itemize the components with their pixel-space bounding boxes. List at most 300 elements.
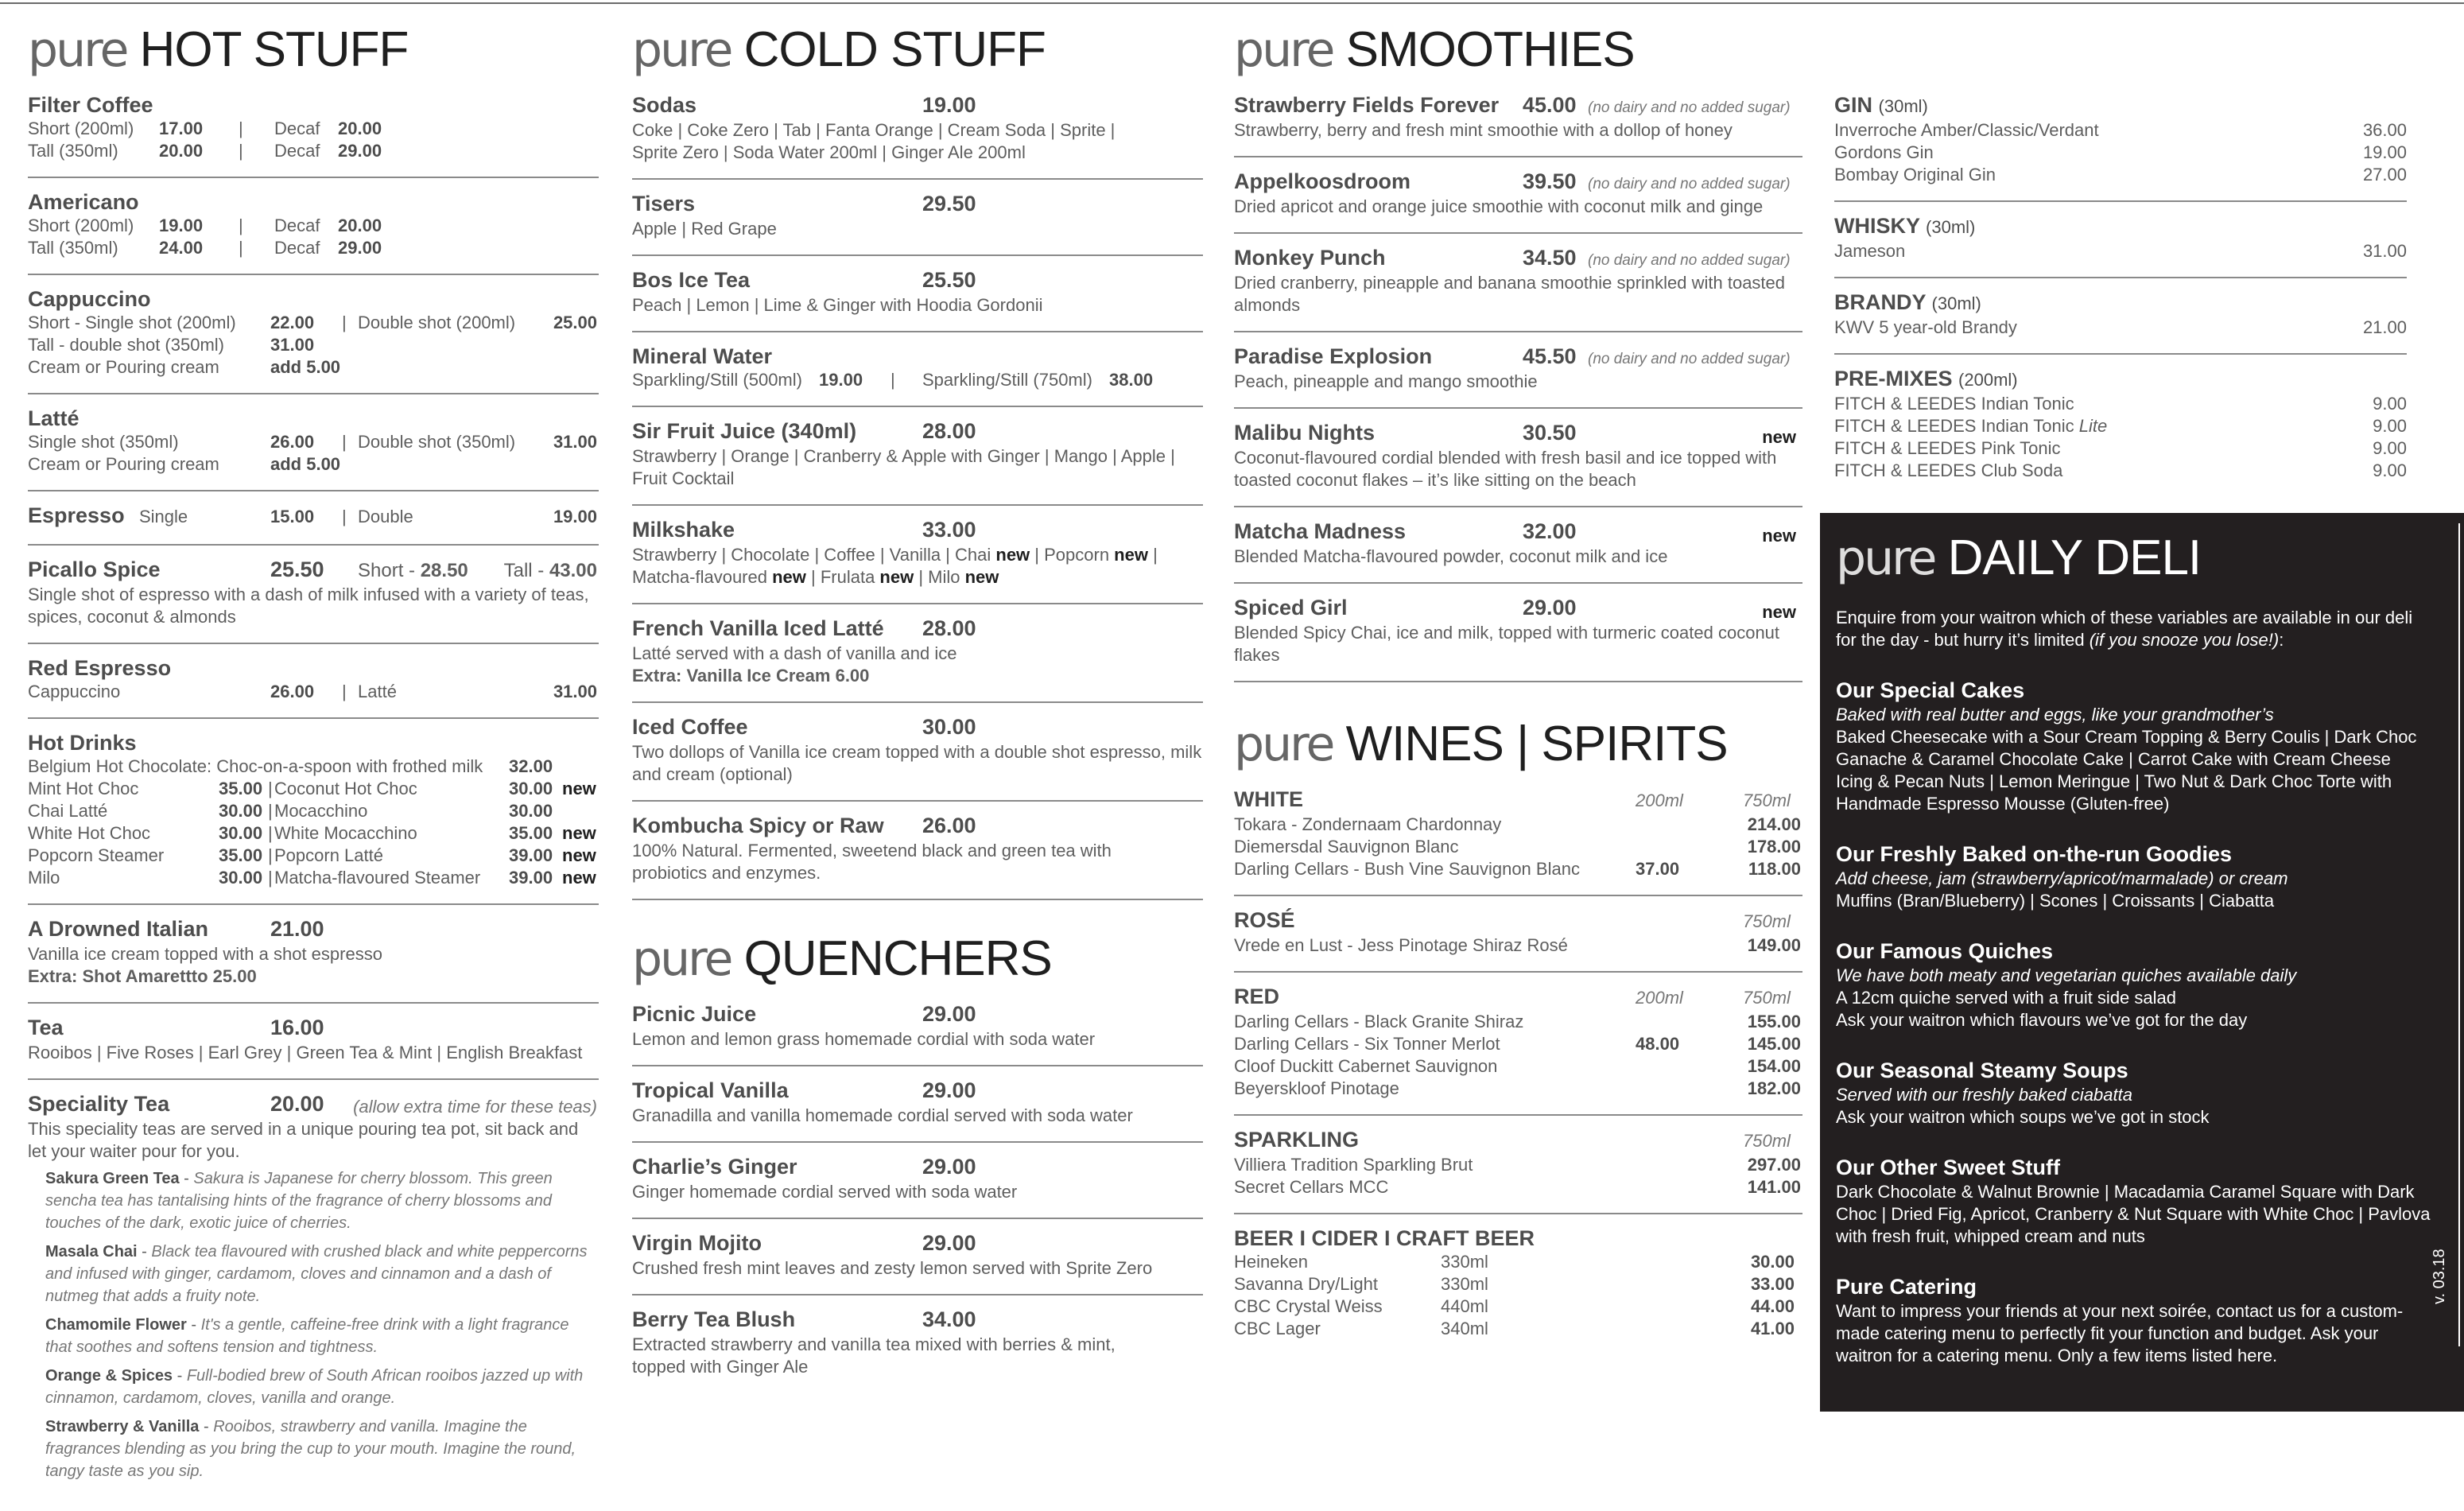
- sep: |: [239, 238, 243, 258]
- alt: Decaf: [274, 216, 320, 235]
- group-name: GIN: [1834, 93, 1873, 117]
- sep: |: [342, 313, 347, 332]
- col-750ml: 750ml: [1743, 790, 1791, 810]
- extra-option: Extra: Shot Amarettto 25.00: [28, 966, 257, 986]
- menu-item-americano: [28, 186, 599, 275]
- item-description: Vanilla ice cream topped with a shot espresso: [28, 944, 382, 964]
- wine-name: Vrede en Lust - Jess Pinotage Shiraz Rosé: [1234, 935, 1568, 955]
- spirit-price: 9.00: [2373, 460, 2407, 480]
- price-row: [632, 369, 1203, 391]
- title-row: [632, 191, 1203, 218]
- label: Cream or Pouring cream: [28, 454, 219, 474]
- col-750ml: 750ml: [1743, 911, 1791, 931]
- label: Mint Hot Choc: [28, 779, 139, 798]
- spirit-row: [1834, 240, 2407, 262]
- beer-name: Heineken: [1234, 1252, 1308, 1272]
- price: 33.00: [922, 518, 976, 542]
- spirit-name: KWV 5 year-old Brandy: [1834, 317, 2017, 337]
- smoothies-section: [1234, 22, 1802, 690]
- title-row: [632, 267, 1203, 294]
- alt: Decaf: [274, 118, 320, 138]
- beer-name: CBC Lager: [1234, 1319, 1321, 1338]
- title-text: WINES | SPIRITS: [1345, 717, 1728, 771]
- alt-price: 35.00: [509, 823, 553, 843]
- price: 30.00: [219, 868, 263, 888]
- item-description: Peach, pineapple and mango smoothie: [1234, 371, 1538, 391]
- item-name: Appelkoosdroom: [1234, 169, 1411, 193]
- spirit-row: [1834, 460, 2407, 482]
- note: (no dairy and no added sugar): [1588, 351, 1791, 367]
- menu-item-filter-coffee: [28, 89, 599, 178]
- wine-row: [1234, 934, 1802, 957]
- menu-item-smoothie: [1234, 417, 1802, 507]
- alt-price: 30.00: [509, 801, 553, 821]
- new-badge: new: [1114, 545, 1148, 565]
- price-row: [28, 356, 599, 379]
- item-name: Iced Coffee: [632, 715, 748, 739]
- spirit-row: [1834, 164, 2407, 186]
- alt-price: 20.00: [338, 216, 382, 235]
- item-name: Spiced Girl: [1234, 596, 1348, 620]
- spirit-price: 31.00: [2362, 241, 2407, 261]
- tall-label: Tall -: [503, 560, 549, 581]
- flavours: | Popcorn: [1030, 545, 1115, 565]
- title-row: [1234, 519, 1802, 546]
- item-name: Milkshake: [632, 518, 735, 542]
- price-750: 297.00: [1747, 1155, 1801, 1175]
- price: 32.00: [509, 756, 553, 776]
- title-text: HOT STUFF: [139, 22, 409, 77]
- alt-price: 30.00: [509, 779, 553, 798]
- col-750ml: 750ml: [1743, 988, 1791, 1008]
- item-description: Crushed fresh mint leaves and zesty lemon served with Sprite Zero: [632, 1258, 1153, 1278]
- menu-item-tisers: [632, 188, 1203, 256]
- price: 19.00: [819, 370, 863, 390]
- price: 39.50: [1523, 169, 1577, 193]
- spirit-group-brandy: [1834, 286, 2407, 355]
- measure: (30ml): [1931, 293, 1981, 313]
- short-value: 28.50: [420, 560, 468, 581]
- beer-size: 440ml: [1441, 1296, 1488, 1316]
- tea-name: Strawberry & Vanilla: [45, 1418, 200, 1435]
- price: 30.50: [1523, 421, 1577, 445]
- group-name: PRE-MIXES: [1834, 367, 1953, 390]
- price: 45.00: [1523, 93, 1577, 117]
- title-row: [1234, 92, 1802, 119]
- sep: |: [239, 141, 243, 161]
- speciality-tea-masala: [28, 1241, 599, 1307]
- item-description: Apple | Red Grape: [632, 219, 777, 239]
- item-name: Charlie’s Ginger: [632, 1155, 797, 1179]
- spirit-row: [1834, 415, 2407, 437]
- note: (no dairy and no added sugar): [1588, 99, 1791, 116]
- tall-price: [504, 560, 597, 582]
- price: 35.00: [219, 779, 263, 798]
- spirits-section: [1834, 89, 2407, 504]
- price-750: 155.00: [1747, 1012, 1801, 1031]
- sep: |: [342, 682, 347, 701]
- spirit-name: [1834, 415, 2107, 437]
- beer-name: Savanna Dry/Light: [1234, 1274, 1378, 1294]
- spirit-row: [1834, 393, 2407, 415]
- dash: -: [173, 1367, 187, 1385]
- single-label: Single: [139, 507, 188, 526]
- group-header: [1234, 984, 1802, 1011]
- price-750: 178.00: [1747, 837, 1801, 856]
- pure-label: pure: [1234, 22, 1333, 78]
- menu-item-milkshake: [632, 514, 1203, 604]
- menu-item-charlies-ginger: [632, 1151, 1203, 1219]
- quenchers-section: [632, 931, 1203, 1400]
- measure: (200ml): [1958, 370, 2018, 390]
- title-row: [1234, 344, 1802, 371]
- item-description: This speciality teas are served in a unique pouring tea pot, sit back and let your waiter pour for you.: [28, 1119, 579, 1161]
- deli-block-soups: [1836, 1057, 2432, 1128]
- flavours: | Frulata: [805, 567, 880, 587]
- alt: Double shot (200ml): [358, 313, 516, 332]
- item-description: Rooibos | Five Roses | Earl Grey | Green Tea & Mint | English Breakfast: [28, 1043, 583, 1062]
- price-row: [28, 312, 599, 334]
- tea-description: It's a gentle, caffeine-free drink with a light fragrance that soothes and softens tension and tightness.: [45, 1316, 569, 1356]
- title-row: [632, 1230, 1203, 1257]
- item-name: Cappuccino: [28, 287, 151, 311]
- title-row: [28, 1091, 599, 1118]
- item-name: Speciality Tea: [28, 1092, 170, 1116]
- price: 30.00: [922, 715, 976, 739]
- new-badge: new: [562, 823, 596, 843]
- tea-description: Full-bodied brew of South African rooibos jazzed up with cinnamon, cardamom, cloves, vanilla and orange.: [45, 1367, 584, 1407]
- new-badge: new: [879, 567, 914, 587]
- wine-row: [1234, 1176, 1802, 1198]
- block-text: Baked Cheesecake with a Sour Cream Topping & Berry Coulis | Dark Choc Ganache & Caramel Chocolate Cake | Carrot Cake with Cream Cheese Icing & Pecan Nuts | Lemon Meringue | Two Nut & Dark Choc Torte with Handmade Espresso Mousse (Gluten-free): [1836, 727, 2417, 814]
- dash: -: [199, 1418, 214, 1435]
- tea-description: Sakura is Japanese for cherry blossom. This green sencha tea has tantalising hints of the fragrance of cherry blossoms and touches of the dark, exotic juice of cherries.: [45, 1170, 553, 1232]
- menu-item-smoothie: [1234, 592, 1802, 682]
- price: 25.50: [270, 557, 324, 581]
- pure-label: pure: [632, 931, 731, 987]
- block-subtitle: Add cheese, jam (strawberry/apricot/marmalade) or cream: [1836, 868, 2288, 888]
- title-row: [28, 1015, 599, 1042]
- item-name: Americano: [28, 190, 139, 214]
- wine-row: [1234, 814, 1802, 836]
- item-description: Latté served with a dash of vanilla and ice: [632, 643, 957, 663]
- price-row: [28, 800, 599, 822]
- wine-name: Darling Cellars - Black Granite Shiraz: [1234, 1012, 1524, 1031]
- menu-item-espresso: [28, 499, 599, 546]
- price: 20.00: [159, 141, 204, 161]
- spirit-row: [1834, 317, 2407, 339]
- price: 28.00: [922, 616, 976, 640]
- price-row: [28, 431, 599, 453]
- tea-name: Orange & Spices: [45, 1367, 173, 1385]
- short-label: Short -: [358, 560, 421, 581]
- pure-label: pure: [1836, 530, 1935, 586]
- tea-name: Masala Chai: [45, 1243, 138, 1260]
- title-row: [632, 1154, 1203, 1181]
- item-name: Bos Ice Tea: [632, 268, 751, 292]
- block-text: Dark Chocolate & Walnut Brownie | Macadamia Caramel Square with Dark Choc | Dried Fig, Apricot, Cranberry & Nut Square with White Choc | Pavlova with fresh fruit, whipped cream and nuts: [1836, 1182, 2431, 1246]
- label: Cream or Pouring cream: [28, 357, 219, 377]
- menu-item-smoothie: [1234, 242, 1802, 332]
- section-title-smoothies: [1234, 22, 1802, 78]
- version-label: v. 03.18: [2431, 1249, 2448, 1304]
- price: 17.00: [159, 118, 204, 138]
- alt-price: 31.00: [553, 432, 597, 452]
- dash: -: [186, 1316, 201, 1334]
- group-header: [1834, 92, 2407, 119]
- wine-name: Darling Cellars - Bush Vine Sauvignon Blanc: [1234, 859, 1580, 879]
- short-price: [358, 560, 468, 582]
- block-title: Pure Catering: [1836, 1275, 1977, 1299]
- group-name: BEER I CIDER I CRAFT BEER: [1234, 1226, 1535, 1250]
- alt: Double shot (350ml): [358, 432, 516, 452]
- wine-name: Darling Cellars - Six Tonner Merlot: [1234, 1034, 1500, 1054]
- spirit-group-whisky: [1834, 210, 2407, 278]
- price: 31.00: [270, 335, 315, 355]
- spirit-price: 19.00: [2362, 142, 2407, 162]
- item-description: Strawberry | Orange | Cranberry & Apple with Ginger | Mango | Apple | Fruit Cocktail: [632, 446, 1175, 488]
- title-row: [632, 1307, 1203, 1334]
- item-name: Red Espresso: [28, 656, 172, 680]
- item-description: Extracted strawberry and vanilla tea mixed with berries & mint, topped with Ginger Ale: [632, 1334, 1116, 1377]
- item-name: Tea: [28, 1016, 64, 1039]
- group-name: ROSÉ: [1234, 908, 1295, 932]
- intro-text: Enquire from your waitron which of these variables are available in our deli for the day - but hurry it’s limited: [1836, 608, 2413, 650]
- beer-group: [1234, 1222, 1802, 1354]
- price-row: [28, 334, 599, 356]
- block-title: Our Freshly Baked on-the-run Goodies: [1836, 842, 2233, 866]
- item-description: Single shot of espresso with a dash of milk infused with a variety of teas, spices, coconut & almonds: [28, 585, 589, 627]
- title-row: [1234, 595, 1802, 622]
- group-name: WHISKY: [1834, 214, 1920, 238]
- price: 26.00: [270, 432, 315, 452]
- item-description: Dried apricot and orange juice smoothie with coconut milk and ginge: [1234, 196, 1764, 216]
- spirit-row: [1834, 142, 2407, 164]
- label: Milo: [28, 868, 60, 888]
- menu-item-picnic-juice: [632, 998, 1203, 1066]
- spirit-group-premixes: [1834, 363, 2407, 496]
- spirit-price: 9.00: [2373, 438, 2407, 458]
- section-title-cold: [632, 22, 1203, 78]
- item-description: Strawberry, berry and fresh mint smoothie with a dollop of honey: [1234, 120, 1733, 140]
- flavours: Strawberry | Chocolate | Coffee | Vanilla | Chai: [632, 545, 996, 565]
- spirit-name: Inverroche Amber/Classic/Verdant: [1834, 120, 2099, 140]
- alt-price: 29.00: [338, 141, 382, 161]
- block-title: Our Famous Quiches: [1836, 939, 2054, 963]
- menu-item-smoothie: [1234, 165, 1802, 234]
- item-name: Mineral Water: [632, 344, 773, 368]
- group-name: WHITE: [1234, 787, 1303, 811]
- item-name: Kombucha Spicy or Raw: [632, 814, 884, 837]
- alt-price: 29.00: [338, 238, 382, 258]
- title-text: COLD STUFF: [743, 22, 1046, 77]
- tea-name: Chamomile Flower: [45, 1316, 187, 1334]
- alt: Popcorn Latté: [274, 845, 383, 865]
- sep: |: [342, 507, 347, 526]
- sep: |: [239, 118, 243, 138]
- block-text: Ask your waitron which soups we’ve got in stock: [1836, 1107, 2210, 1127]
- wine-name: Tokara - Zondernaam Chardonnay: [1234, 814, 1502, 834]
- price-750: 141.00: [1747, 1177, 1801, 1197]
- price: 30.00: [219, 801, 263, 821]
- menu-item-bos-ice-tea: [632, 264, 1203, 332]
- wine-group-white: [1234, 783, 1802, 896]
- tall-value: 43.00: [549, 560, 597, 581]
- sep: |: [268, 845, 273, 865]
- spirit-price: 36.00: [2362, 120, 2407, 140]
- beer-row: [1234, 1273, 1802, 1295]
- name-text: FITCH & LEEDES Indian Tonic: [1834, 416, 2079, 436]
- title-row: [632, 92, 1203, 119]
- price-750: 182.00: [1747, 1078, 1801, 1098]
- extra-option: Extra: Vanilla Ice Cream 6.00: [632, 666, 870, 686]
- wine-row: [1234, 858, 1802, 880]
- menu-item-speciality-tea: [28, 1088, 599, 1503]
- menu-item-smoothie: [1234, 340, 1802, 409]
- beer-row: [1234, 1318, 1802, 1340]
- label: Single shot (350ml): [28, 432, 179, 452]
- item-name: Malibu Nights: [1234, 421, 1375, 445]
- group-header: [1234, 787, 1802, 814]
- flavour-line-1: [632, 544, 1203, 566]
- name-text: FITCH & LEEDES Indian Tonic: [1834, 394, 2074, 414]
- item-name: Tisers: [632, 192, 696, 216]
- section-title-hot: [28, 22, 599, 78]
- spirit-name: [1834, 437, 2060, 460]
- title-row: [632, 616, 1203, 643]
- deli-edge-rule: [2458, 523, 2460, 1346]
- alt: Coconut Hot Choc: [274, 779, 417, 798]
- tea-description: Rooibos, strawberry and vanilla. Imagine the fragrances blending as you bring the cup to your mouth. Imagine the round, tangy taste as you sip.: [45, 1418, 576, 1480]
- deli-block-cakes: [1836, 677, 2432, 815]
- group-name: SPARKLING: [1234, 1128, 1360, 1152]
- item-name: Paradise Explosion: [1234, 344, 1433, 368]
- menu-item-hot-drinks: [28, 727, 599, 905]
- item-name: Latté: [28, 406, 80, 430]
- menu-item-red-espresso: [28, 652, 599, 719]
- cold-stuff-section: [632, 22, 1203, 908]
- price: 34.00: [922, 1307, 976, 1331]
- wine-group-red: [1234, 981, 1802, 1116]
- deli-block-quiches: [1836, 938, 2432, 1031]
- intro-italic: (if you snooze you lose!): [2089, 630, 2280, 650]
- beer-row: [1234, 1251, 1802, 1273]
- col-750ml: 750ml: [1743, 1131, 1791, 1151]
- title-row: [632, 714, 1203, 741]
- item-name: Strawberry Fields Forever: [1234, 93, 1500, 117]
- new-badge: new: [1762, 526, 1796, 546]
- price: 22.00: [270, 313, 315, 332]
- price-row: [28, 118, 599, 140]
- label: Popcorn Steamer: [28, 845, 165, 865]
- price: 29.00: [922, 1231, 976, 1255]
- block-text: Muffins (Bran/Blueberry) | Scones | Croissants | Ciabatta: [1836, 891, 2275, 911]
- menu-item-mineral-water: [632, 340, 1203, 407]
- wine-row: [1234, 1154, 1802, 1176]
- price-row: [28, 557, 599, 584]
- item-name: Picallo Spice: [28, 557, 161, 581]
- price: 28.00: [922, 419, 976, 443]
- section-title-deli: [1836, 530, 2432, 586]
- col-200ml: 200ml: [1636, 988, 1683, 1008]
- block-title: Our Other Sweet Stuff: [1836, 1156, 2061, 1179]
- wine-name: Secret Cellars MCC: [1234, 1177, 1389, 1197]
- spirit-price: 27.00: [2362, 165, 2407, 185]
- double-price: 19.00: [553, 507, 597, 526]
- flavours: Matcha-flavoured: [632, 567, 773, 587]
- wine-name: Villiera Tradition Sparkling Brut: [1234, 1155, 1473, 1175]
- menu-item-picallo-spice: [28, 554, 599, 644]
- wine-group-sparkling: [1234, 1124, 1802, 1214]
- alt: Sparkling/Still (750ml): [922, 370, 1092, 390]
- price-750: 154.00: [1747, 1056, 1801, 1076]
- sep: |: [342, 432, 347, 452]
- item-name: Sodas: [632, 93, 697, 117]
- wine-row: [1234, 836, 1802, 858]
- pure-label: pure: [28, 22, 127, 78]
- menu-item-drowned-italian: [28, 913, 599, 1004]
- block-subtitle: Served with our freshly baked ciabatta: [1836, 1085, 2132, 1105]
- block-subtitle: We have both meaty and vegetarian quiches available daily: [1836, 965, 2297, 985]
- price: 29.00: [922, 1002, 976, 1026]
- beer-size: 330ml: [1441, 1252, 1488, 1272]
- speciality-tea-chamomile: [28, 1314, 599, 1358]
- item-name: Virgin Mojito: [632, 1231, 762, 1255]
- menu-item-smoothie: [1234, 89, 1802, 157]
- title-text: SMOOTHIES: [1345, 22, 1635, 77]
- wine-row: [1234, 1011, 1802, 1033]
- deli-block-catering: [1836, 1273, 2432, 1367]
- price-750: 118.00: [1748, 859, 1801, 879]
- label: Short - Single shot (200ml): [28, 313, 236, 332]
- item-description: Granadilla and vanilla homemade cordial served with soda water: [632, 1105, 1133, 1125]
- pure-label: pure: [632, 22, 731, 78]
- deli-content: [1836, 529, 2432, 1393]
- title-row: [28, 916, 599, 943]
- spirit-row: [1834, 119, 2407, 142]
- beer-size: 340ml: [1441, 1319, 1488, 1338]
- wine-name: Cloof Duckitt Cabernet Sauvignon: [1234, 1056, 1498, 1076]
- title-row: [1234, 420, 1802, 447]
- col-200ml: 200ml: [1636, 790, 1683, 810]
- menu-item-tea: [28, 1012, 599, 1080]
- tea-name: Sakura Green Tea: [45, 1170, 180, 1187]
- title-row: [632, 1001, 1203, 1028]
- item-name: Matcha Madness: [1234, 519, 1407, 543]
- beer-name: CBC Crystal Weiss: [1234, 1296, 1383, 1316]
- sep: |: [1147, 545, 1158, 565]
- beer-size: 330ml: [1441, 1274, 1488, 1294]
- item-description: Coconut-flavoured cordial blended with fresh basil and ice topped with toasted coconut flakes – it’s like sitting on the beach: [1234, 448, 1777, 490]
- new-badge: new: [964, 567, 999, 587]
- label: White Hot Choc: [28, 823, 151, 843]
- item-name: Picnic Juice: [632, 1002, 757, 1026]
- title-text: DAILY DELI: [1947, 530, 2202, 585]
- price: 19.00: [922, 93, 976, 117]
- sep: |: [239, 216, 243, 235]
- beer-row: [1234, 1295, 1802, 1318]
- wine-row: [1234, 1078, 1802, 1100]
- title-row: [632, 418, 1203, 445]
- menu-item-berry-tea-blush: [632, 1303, 1203, 1393]
- item-description: Lemon and lemon grass homemade cordial with soda water: [632, 1029, 1096, 1049]
- item-description: Ginger homemade cordial served with soda water: [632, 1182, 1018, 1202]
- block-text: Ask your waitron which flavours we’ve got for the day: [1836, 1010, 2248, 1030]
- price: 16.00: [270, 1016, 324, 1039]
- price-row: [28, 681, 599, 703]
- group-header: [1834, 289, 2407, 317]
- name-text: FITCH & LEEDES Club Soda: [1834, 460, 2063, 480]
